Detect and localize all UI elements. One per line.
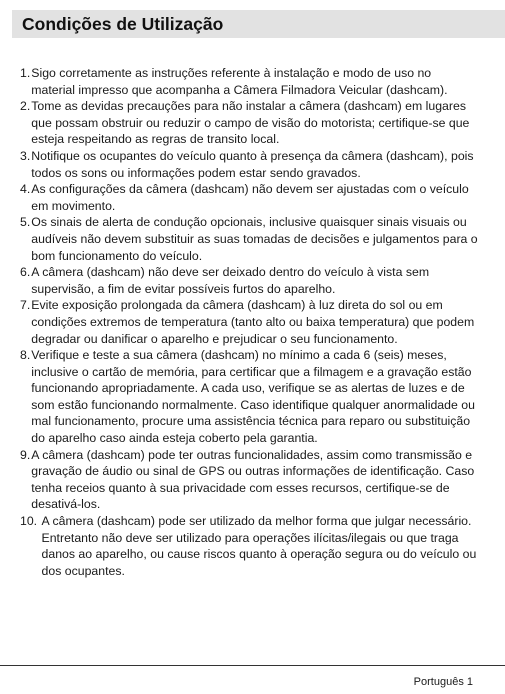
list-item bbox=[20, 98, 478, 148]
item-text: As configurações da câmera (dashcam) não devem ser ajustadas com o veículo em movimento. bbox=[31, 182, 469, 213]
item-number: 7. bbox=[20, 298, 31, 313]
item-number: 9. bbox=[20, 447, 31, 462]
terms-list bbox=[20, 65, 478, 579]
item-number: 4. bbox=[20, 182, 31, 197]
list-item bbox=[20, 264, 478, 297]
item-text: A câmera (dashcam) pode ter outras funcionalidades, assim como transmissão e gravação de áudio ou sinal de GPS ou outras informações de identificação. Caso tenha receios quanto à sua privacidade com esses recursos, certifique-se de desativá-los. bbox=[31, 447, 475, 512]
page-title: Condições de Utilização bbox=[22, 14, 224, 34]
list-item bbox=[20, 347, 478, 447]
item-text: Evite exposição prolongada da câmera (dashcam) à luz direta do sol ou em condições extremos de temperatura (tanto alto ou baixa temperatura) que podem degradar ou danificar o aparelho e prejudicar o seu funcionamento. bbox=[31, 298, 475, 346]
footer-divider bbox=[0, 665, 505, 666]
item-number: 2. bbox=[20, 99, 31, 114]
item-text: Notifique os ocupantes do veículo quanto à presença da câmera (dashcam), pois todos os sons ou informações podem estar sendo gravados. bbox=[31, 148, 474, 180]
list-item bbox=[20, 214, 478, 264]
item-number: 3. bbox=[20, 148, 31, 163]
list-item bbox=[20, 513, 478, 579]
item-text: A câmera (dashcam) não deve ser deixado dentro do veículo à vista sem supervisão, a fim de evitar possíveis furtos do aparelho. bbox=[31, 265, 430, 296]
item-text: A câmera (dashcam) pode ser utilizado da melhor forma que julgar necessário. Entretanto não deve ser utilizado para operações ilícitas/ilegais ou que traga danos ao aparelho, ou cause riscos quanto à operação segura ou do veículo ou dos ocupantes. bbox=[41, 514, 477, 578]
item-number: 8. bbox=[20, 348, 31, 363]
item-number: 5. bbox=[20, 215, 31, 230]
list-item bbox=[20, 65, 478, 98]
page-number: Português 1 bbox=[413, 676, 473, 688]
item-text: Sigo corretamente as instruções referente à instalação e modo de uso no material impresso que acompanha a Câmera Filmadora Veicular (dashcam). bbox=[31, 66, 448, 97]
item-number: 10. bbox=[20, 514, 41, 529]
list-item bbox=[20, 447, 478, 513]
list-item bbox=[20, 148, 478, 181]
item-text: Os sinais de alerta de condução opcionais, inclusive quaisquer sinais visuais ou audíveis não devem substituir as suas tomadas de decisões e julgamentos para o bom funcionamento do veículo. bbox=[31, 215, 478, 263]
item-text: Tome as devidas precauções para não instalar a câmera (dashcam) em lugares que possam obstruir ou reduzir o campo de visão do motorista; certifique-se que esteja respeitando as regras de transito local. bbox=[31, 99, 470, 147]
list-item bbox=[20, 181, 478, 214]
item-number: 1. bbox=[20, 66, 31, 80]
list-item bbox=[20, 297, 478, 347]
item-text: Verifique e teste a sua câmera (dashcam) no mínimo a cada 6 (seis) meses, inclusive o cartão de memória, para certificar que a filmagem e a gravação estão funcionando apropriadamente. A cada uso, verifique se as alertas de luzes e de som estão funcionando normalmente. Caso identifique qualquer anormalidade ou mal funcionamento, procure uma assistência técnica para reparo ou substituição do aparelho caso ainda esteja coberto pela garantia. bbox=[31, 348, 475, 446]
item-number: 6. bbox=[20, 265, 31, 280]
